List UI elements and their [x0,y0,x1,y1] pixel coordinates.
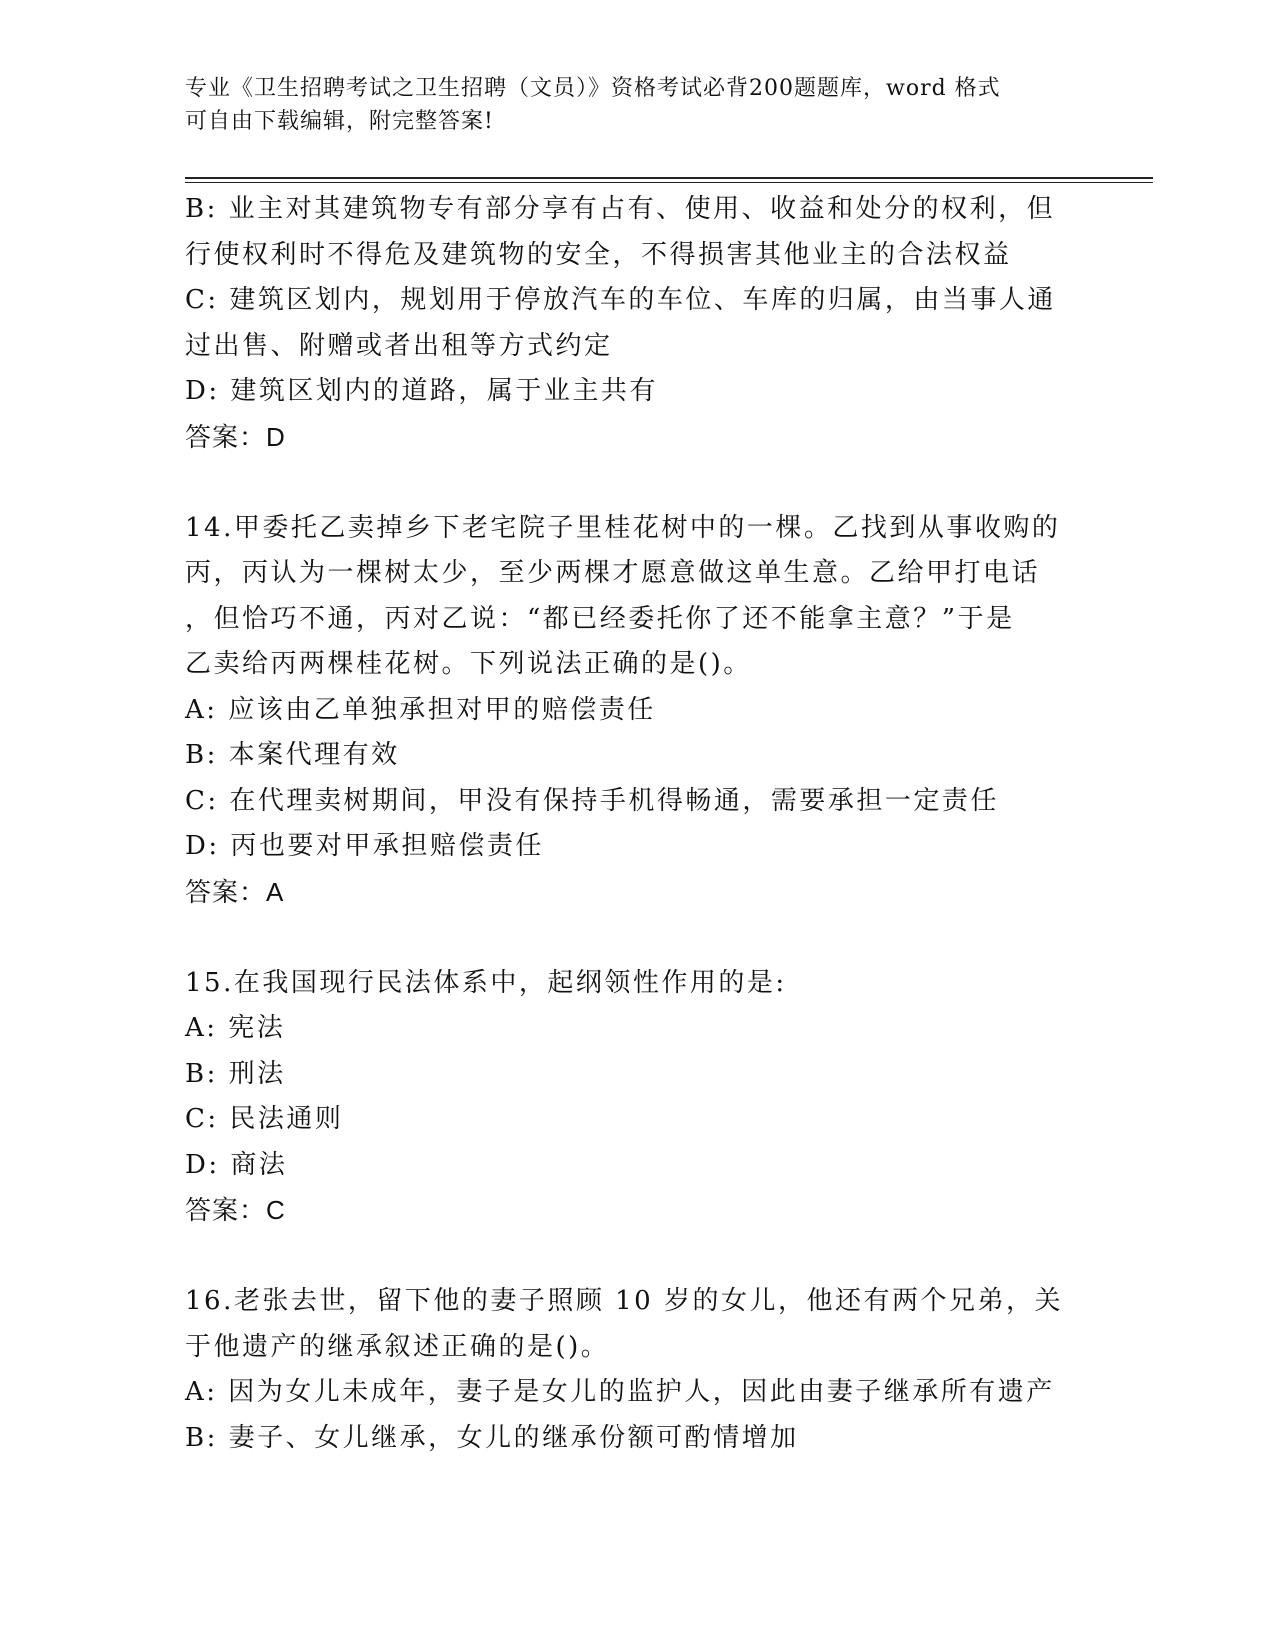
q16-stem-line-1: 16.老张去世，留下他的妻子照顾 10 岁的女儿，他还有两个兄弟，关 [185,1286,1063,1316]
q16-option-b: B: 妻子、女儿继承，女儿的继承份额可酌情增加 [185,1422,799,1453]
header-line-1: 专业《卫生招聘考试之卫生招聘（文员）》资格考试必背200题题库，word 格式 [185,76,1001,101]
q15-option-b: B: 刑法 [185,1058,286,1089]
question-13 [185,187,1085,460]
q16-stem-line-2: 于他遗产的继承叙述正确的是()。 [185,1331,610,1362]
q13-answer: 答案：D [185,421,286,452]
q13-option-b-line-2: 行使权利时不得危及建筑物的安全，不得损害其他业主的合法权益 [185,239,1012,270]
question-list [185,187,1085,1461]
q14-stem-line-4: 乙卖给丙两棵桂花树。下列说法正确的是()。 [185,649,752,679]
header-divider-thin [185,182,1153,183]
spacer [185,1234,1085,1280]
q14-stem-line-1: 14.甲委托乙卖掉乡下老宅院子里桂花树中的一棵。乙找到从事收购的 [185,512,1061,543]
q13-option-c-line-1: C: 建筑区划内，规划用于停放汽车的车位、车库的归属，由当事人通 [185,285,1056,315]
header-divider-thick [185,177,1153,179]
q15-stem-line-1: 15.在我国现行民法体系中，起纲领性作用的是: [185,967,787,998]
spacer [185,460,1085,506]
question-16 [185,1279,1085,1461]
q14-answer: 答案：A [185,876,285,907]
q14-stem-line-2: 丙，丙认为一棵树太少，至少两棵才愿意做这单生意。乙给甲打电话 [185,558,1041,588]
spacer [185,915,1085,961]
q16-option-a: A: 因为女儿未成年，妻子是女儿的监护人，因此由妻子继承所有遗产 [185,1377,1055,1407]
q15-option-d: D: 商法 [185,1149,288,1180]
question-15 [185,961,1085,1234]
q14-option-c: C: 在代理卖树期间，甲没有保持手机得畅通，需要承担一定责任 [185,785,999,816]
question-14 [185,506,1085,916]
q14-option-a: A: 应该由乙单独承担对甲的赔偿责任 [185,694,656,725]
q13-option-d: D: 建筑区划内的道路，属于业主共有 [185,376,658,406]
q14-option-b: B: 本案代理有效 [185,740,400,770]
header-line-2: 可自由下载编辑，附完整答案! [185,109,494,134]
q15-option-c: C: 民法通则 [185,1104,344,1134]
q14-stem-line-3: ，但恰巧不通，丙对乙说：“都已经委托你了还不能拿主意？”于是 [185,603,1015,634]
q15-option-a: A: 宪法 [185,1013,286,1043]
q13-option-c-line-2: 过出售、附赠或者出租等方式约定 [185,330,613,361]
q15-answer: 答案：C [185,1195,286,1225]
document-header [185,72,1065,138]
q13-option-b-line-1: B: 业主对其建筑物专有部分享有占有、使用、收益和处分的权利，但 [185,194,1056,224]
q14-option-d: D: 丙也要对甲承担赔偿责任 [185,831,544,861]
